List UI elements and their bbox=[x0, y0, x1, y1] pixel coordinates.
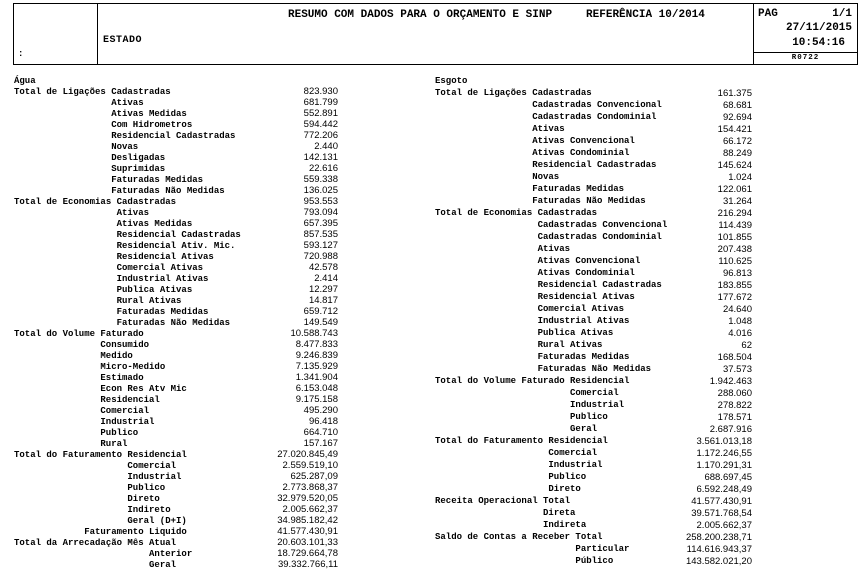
row-label: Ativas Convencional bbox=[537, 256, 641, 266]
row-value: 168.504 bbox=[717, 351, 752, 363]
row-label: Industrial bbox=[570, 400, 625, 410]
report-row bbox=[435, 75, 752, 87]
row-value: 2.005.662,37 bbox=[282, 504, 338, 515]
row-value: 10.588.743 bbox=[290, 328, 338, 339]
row-value: 39.571.768,54 bbox=[691, 507, 752, 519]
row-label: Direto bbox=[127, 493, 160, 504]
row-label: Indireto bbox=[127, 504, 171, 515]
report-row bbox=[14, 449, 338, 460]
row-label: Residencial Cadastradas bbox=[537, 280, 662, 290]
row-value: 659.712 bbox=[303, 306, 338, 317]
row-label: Faturadas Medidas bbox=[111, 174, 204, 185]
row-value: 12.297 bbox=[308, 284, 338, 295]
row-value: 2.414 bbox=[314, 273, 338, 284]
report-row bbox=[435, 531, 752, 543]
row-value: 6.592.248,49 bbox=[696, 483, 752, 495]
report-row bbox=[435, 207, 752, 219]
header-left-cell bbox=[14, 4, 98, 64]
row-label: Industrial Ativas bbox=[537, 316, 630, 326]
row-label: Residencial Cadastradas bbox=[111, 130, 236, 141]
row-label: Industrial bbox=[548, 460, 603, 470]
row-label: Comercial Ativas bbox=[116, 262, 204, 273]
report-row bbox=[435, 459, 752, 471]
esgoto-column bbox=[435, 75, 752, 567]
row-value: 88.249 bbox=[722, 147, 752, 159]
row-label: Indireta bbox=[543, 520, 587, 530]
report-row bbox=[14, 251, 338, 262]
report-row bbox=[14, 108, 338, 119]
report-row bbox=[435, 231, 752, 243]
row-value: 68.681 bbox=[722, 99, 752, 111]
report-row bbox=[435, 387, 752, 399]
row-label: Particular bbox=[575, 544, 630, 554]
row-value: 1.024 bbox=[728, 171, 752, 183]
row-value: 625.287,09 bbox=[290, 471, 338, 482]
row-label: Ativas Convencional bbox=[532, 136, 635, 146]
corner-mark: : bbox=[18, 49, 24, 59]
report-row bbox=[14, 174, 338, 185]
report-row bbox=[14, 339, 338, 350]
row-value: 1.942.463 bbox=[709, 375, 752, 387]
row-value: 1.048 bbox=[728, 315, 752, 327]
row-value: 34.985.182,42 bbox=[277, 515, 338, 526]
report-code-box bbox=[754, 52, 857, 64]
row-label: Residencial Ativas bbox=[116, 251, 214, 262]
row-label: Residencial bbox=[100, 394, 160, 405]
row-value: 41.577.430,91 bbox=[277, 526, 338, 537]
row-label: Faturadas Não Medidas bbox=[116, 317, 231, 328]
row-label: Micro-Medido bbox=[100, 361, 166, 372]
row-value: 2.440 bbox=[314, 141, 338, 152]
row-value: 4.016 bbox=[728, 327, 752, 339]
report-row bbox=[435, 363, 752, 375]
row-value: 953.553 bbox=[303, 196, 338, 207]
row-value: 41.577.430,91 bbox=[691, 495, 752, 507]
report-row bbox=[14, 405, 338, 416]
row-label: Faturadas Medidas bbox=[532, 184, 625, 194]
row-value: 1.172.246,55 bbox=[696, 447, 752, 459]
report-row bbox=[435, 123, 752, 135]
row-value: 114.439 bbox=[718, 219, 752, 231]
row-label: Total do Faturamento Residencial bbox=[435, 436, 608, 446]
report-row bbox=[435, 543, 752, 555]
report-row bbox=[14, 504, 338, 515]
report-row bbox=[14, 328, 338, 339]
report-row bbox=[435, 411, 752, 423]
row-value: 143.582.021,20 bbox=[685, 555, 752, 567]
row-value: 823.930 bbox=[303, 86, 338, 97]
row-label: Ativas bbox=[111, 97, 144, 108]
row-label: Direto bbox=[548, 484, 581, 494]
report-row bbox=[435, 243, 752, 255]
row-label: Publico bbox=[127, 482, 166, 493]
row-label: Total de Economias Cadastradas bbox=[14, 196, 177, 207]
row-label: Residencial Cadastradas bbox=[116, 229, 241, 240]
row-label: Geral (D+I) bbox=[127, 515, 187, 526]
report-row bbox=[14, 163, 338, 174]
row-label: Comercial bbox=[570, 388, 619, 398]
row-label: Água bbox=[14, 75, 36, 86]
row-label: Cadastradas Convencional bbox=[532, 100, 662, 110]
row-label: Publica Ativas bbox=[116, 284, 193, 295]
row-label: Anterior bbox=[149, 548, 193, 559]
report-row bbox=[435, 171, 752, 183]
report-row bbox=[14, 416, 338, 427]
row-label: Cadastradas Condominial bbox=[532, 112, 657, 122]
report-row bbox=[14, 130, 338, 141]
row-label: Receita Operacional Total bbox=[435, 496, 571, 506]
row-value: 216.294 bbox=[717, 207, 752, 219]
row-value: 7.135.929 bbox=[295, 361, 338, 372]
row-label: Publico bbox=[100, 427, 139, 438]
row-label: Geral bbox=[570, 424, 598, 434]
report-row bbox=[435, 519, 752, 531]
report-row bbox=[14, 493, 338, 504]
report-code: R0722 bbox=[791, 54, 820, 62]
report-row bbox=[14, 152, 338, 163]
row-value: 149.549 bbox=[303, 317, 338, 328]
report-row bbox=[435, 147, 752, 159]
header-center-cell bbox=[98, 4, 753, 64]
row-value: 495.290 bbox=[303, 405, 338, 416]
row-label: Ativas bbox=[116, 207, 150, 218]
row-value: 278.822 bbox=[717, 399, 752, 411]
row-value: 136.025 bbox=[303, 185, 338, 196]
row-label: Publico bbox=[570, 412, 608, 422]
row-label: Industrial bbox=[100, 416, 155, 427]
report-row bbox=[14, 97, 338, 108]
report-row bbox=[435, 195, 752, 207]
report-row bbox=[435, 471, 752, 483]
report-row bbox=[435, 399, 752, 411]
row-value: 9.246.839 bbox=[295, 350, 338, 361]
row-label: Consumido bbox=[100, 339, 150, 350]
row-label: Novas bbox=[532, 172, 560, 182]
report-row bbox=[435, 435, 752, 447]
row-value: 793.094 bbox=[303, 207, 338, 218]
row-value: 688.697,45 bbox=[704, 471, 752, 483]
row-label: Total da Arrecadação Mês Atual bbox=[14, 537, 177, 548]
row-label: Desligadas bbox=[111, 152, 166, 163]
row-label: Rural Ativas bbox=[116, 295, 182, 306]
row-label: Residencial Ativas bbox=[537, 292, 635, 302]
report-row bbox=[435, 315, 752, 327]
report-title: RESUMO COM DADOS PARA O ORÇAMENTO E SINP bbox=[288, 9, 553, 21]
row-label: Ativas Condominial bbox=[537, 268, 635, 278]
row-label: Publico bbox=[548, 472, 587, 482]
row-value: 161.375 bbox=[717, 87, 752, 99]
row-label: Suprimidas bbox=[111, 163, 166, 174]
estado-label: ESTADO bbox=[103, 35, 143, 46]
row-label: Comercial Ativas bbox=[537, 304, 625, 314]
row-label: Cadastradas Condominial bbox=[537, 232, 662, 242]
row-label: Residencial Ativ. Mic. bbox=[116, 240, 236, 251]
row-value: 18.729.664,78 bbox=[277, 548, 338, 559]
report-row bbox=[14, 141, 338, 152]
report-header bbox=[13, 3, 858, 65]
report-row bbox=[435, 111, 752, 123]
report-row bbox=[14, 383, 338, 394]
report-row bbox=[435, 279, 752, 291]
report-row bbox=[435, 375, 752, 387]
row-label: Saldo de Contas a Receber Total bbox=[435, 532, 603, 542]
row-value: 122.061 bbox=[717, 183, 752, 195]
page-number: 1/1 bbox=[832, 8, 852, 20]
row-value: 552.891 bbox=[303, 108, 338, 119]
agua-column bbox=[14, 75, 338, 570]
row-value: 96.813 bbox=[722, 267, 752, 279]
row-value: 31.264 bbox=[722, 195, 752, 207]
row-label: Cadastradas Convencional bbox=[537, 220, 668, 230]
row-label: Publica Ativas bbox=[537, 328, 614, 338]
row-label: Rural Ativas bbox=[537, 340, 603, 350]
report-row bbox=[14, 240, 338, 251]
row-label: Econ Res Atv Mic bbox=[100, 383, 187, 394]
row-value: 681.799 bbox=[303, 97, 338, 108]
report-row bbox=[14, 119, 338, 130]
row-label: Comercial bbox=[127, 460, 177, 471]
row-label: Total do Volume Faturado Residencial bbox=[435, 376, 630, 386]
row-value: 183.855 bbox=[717, 279, 752, 291]
report-row bbox=[435, 267, 752, 279]
row-value: 593.127 bbox=[303, 240, 338, 251]
row-value: 3.561.013,18 bbox=[696, 435, 752, 447]
row-value: 2.559.519,10 bbox=[282, 460, 338, 471]
row-label: Faturadas Não Medidas bbox=[537, 364, 652, 374]
report-row bbox=[14, 185, 338, 196]
report-row bbox=[14, 229, 338, 240]
report-row bbox=[14, 438, 338, 449]
row-label: Comercial bbox=[100, 405, 150, 416]
report-row bbox=[435, 555, 752, 567]
row-value: 157.167 bbox=[303, 438, 338, 449]
report-row bbox=[435, 135, 752, 147]
report-row bbox=[14, 306, 338, 317]
row-label: Ativas Condominial bbox=[532, 148, 630, 158]
report-row bbox=[14, 218, 338, 229]
report-row bbox=[14, 262, 338, 273]
row-label: Ativas bbox=[532, 124, 565, 134]
row-label: Residencial Cadastradas bbox=[532, 160, 657, 170]
report-row bbox=[14, 460, 338, 471]
row-label: Comercial bbox=[548, 448, 598, 458]
report-row bbox=[435, 339, 752, 351]
row-value: 8.477.833 bbox=[295, 339, 338, 350]
report-row bbox=[14, 427, 338, 438]
row-value: 594.442 bbox=[303, 119, 338, 130]
row-label: Total de Ligações Cadastradas bbox=[14, 86, 171, 97]
report-row bbox=[14, 482, 338, 493]
row-label: Ativas Medidas bbox=[111, 108, 187, 119]
row-value: 2.005.662,37 bbox=[696, 519, 752, 531]
report-row bbox=[14, 515, 338, 526]
row-value: 96.418 bbox=[308, 416, 338, 427]
row-value: 1.170.291,31 bbox=[696, 459, 752, 471]
report-row bbox=[435, 291, 752, 303]
row-label: Ativas bbox=[537, 244, 571, 254]
report-row bbox=[435, 495, 752, 507]
report-row bbox=[14, 350, 338, 361]
row-value: 772.206 bbox=[303, 130, 338, 141]
report-row bbox=[435, 303, 752, 315]
row-value: 27.020.845,49 bbox=[277, 449, 338, 460]
header-info-cell bbox=[753, 4, 857, 64]
row-label: Ativas Medidas bbox=[116, 218, 193, 229]
row-label: Com Hidrometros bbox=[111, 119, 193, 130]
row-value: 720.988 bbox=[303, 251, 338, 262]
row-value: 114.616.943,37 bbox=[686, 543, 752, 555]
row-label: Direta bbox=[543, 508, 576, 518]
row-label: Público bbox=[575, 556, 614, 566]
row-value: 92.694 bbox=[722, 111, 752, 123]
row-value: 2.773.868,37 bbox=[282, 482, 338, 493]
row-value: 32.979.520,05 bbox=[277, 493, 338, 504]
row-label: Faturadas Não Medidas bbox=[532, 196, 646, 206]
row-label: Rural bbox=[100, 438, 128, 449]
row-value: 1.341.904 bbox=[295, 372, 338, 383]
report-row bbox=[435, 351, 752, 363]
report-row bbox=[435, 99, 752, 111]
row-value: 178.571 bbox=[717, 411, 752, 423]
report-row bbox=[435, 219, 752, 231]
title-line bbox=[288, 9, 705, 21]
report-row bbox=[435, 87, 752, 99]
row-label: Faturadas Medidas bbox=[116, 306, 209, 317]
row-label: Total do Faturamento Residencial bbox=[14, 449, 187, 460]
row-value: 24.640 bbox=[722, 303, 752, 315]
row-value: 857.535 bbox=[303, 229, 338, 240]
report-row bbox=[14, 372, 338, 383]
row-label: Faturadas Medidas bbox=[537, 352, 630, 362]
row-value: 39.332.766,11 bbox=[277, 559, 338, 570]
row-value: 2.687.916 bbox=[709, 423, 752, 435]
row-value: 22.616 bbox=[308, 163, 338, 174]
row-label: Estimado bbox=[100, 372, 144, 383]
report-row bbox=[14, 471, 338, 482]
row-label: Novas bbox=[111, 141, 139, 152]
row-value: 62 bbox=[741, 339, 752, 351]
row-value: 559.338 bbox=[303, 174, 338, 185]
row-label: Medido bbox=[100, 350, 133, 361]
row-value: 142.131 bbox=[303, 152, 338, 163]
report-row bbox=[14, 361, 338, 372]
row-label: Total de Economias Cadastradas bbox=[435, 208, 598, 218]
row-value: 288.060 bbox=[717, 387, 752, 399]
report-row bbox=[14, 548, 338, 559]
report-row bbox=[14, 526, 338, 537]
report-row bbox=[14, 559, 338, 570]
row-label: Geral bbox=[149, 559, 177, 570]
report-row bbox=[435, 507, 752, 519]
report-row bbox=[435, 255, 752, 267]
report-row bbox=[14, 317, 338, 328]
report-row bbox=[435, 159, 752, 171]
row-label: Industrial Ativas bbox=[116, 273, 209, 284]
report-row bbox=[435, 183, 752, 195]
page-row bbox=[754, 4, 857, 21]
report-reference: REFERÊNCIA 10/2014 bbox=[586, 9, 705, 21]
row-value: 177.672 bbox=[717, 291, 752, 303]
row-value: 657.395 bbox=[303, 218, 338, 229]
report-row bbox=[14, 273, 338, 284]
row-value: 101.855 bbox=[717, 231, 752, 243]
row-value: 207.438 bbox=[717, 243, 752, 255]
report-row bbox=[14, 295, 338, 306]
report-row bbox=[435, 327, 752, 339]
row-value: 9.175.158 bbox=[295, 394, 338, 405]
report-row bbox=[14, 75, 338, 86]
row-value: 37.573 bbox=[722, 363, 752, 375]
row-value: 110.625 bbox=[718, 255, 752, 267]
row-value: 258.200.238,71 bbox=[685, 531, 752, 543]
row-label: Faturamento Liquido bbox=[84, 526, 187, 537]
row-label: Total de Ligações Cadastradas bbox=[435, 88, 592, 98]
report-row bbox=[14, 284, 338, 295]
report-date: 27/11/2015 bbox=[785, 22, 852, 34]
row-value: 154.421 bbox=[717, 123, 752, 135]
row-value: 6.153.048 bbox=[295, 383, 338, 394]
row-value: 66.172 bbox=[722, 135, 752, 147]
row-value: 20.603.101,33 bbox=[277, 537, 338, 548]
report-row bbox=[14, 86, 338, 97]
report-row bbox=[14, 207, 338, 218]
row-value: 145.624 bbox=[717, 159, 752, 171]
row-value: 14.817 bbox=[308, 295, 338, 306]
page-label: PAG bbox=[758, 8, 778, 20]
row-label: Esgoto bbox=[435, 76, 468, 86]
row-value: 664.710 bbox=[303, 427, 338, 438]
report-row bbox=[435, 423, 752, 435]
report-time: 10:54:16 bbox=[792, 37, 845, 49]
row-label: Total do Volume Faturado bbox=[14, 328, 144, 339]
row-label: Faturadas Não Medidas bbox=[111, 185, 225, 196]
report-row bbox=[14, 394, 338, 405]
report-row bbox=[14, 537, 338, 548]
row-value: 42.578 bbox=[308, 262, 338, 273]
report-row bbox=[435, 447, 752, 459]
row-label: Industrial bbox=[127, 471, 182, 482]
report-row bbox=[14, 196, 338, 207]
report-row bbox=[435, 483, 752, 495]
